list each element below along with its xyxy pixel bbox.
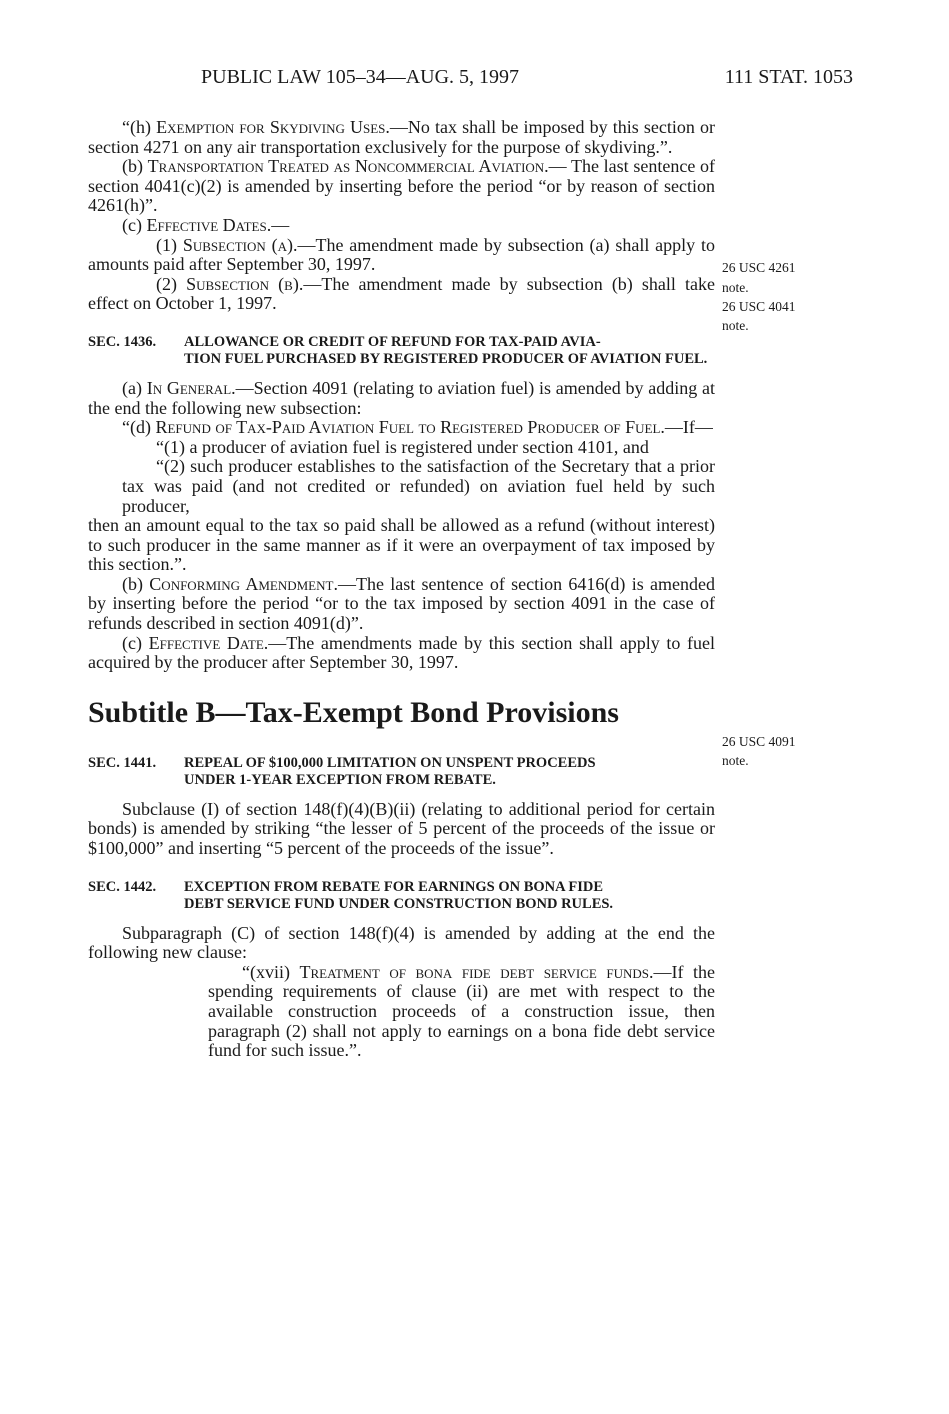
margin-note-4261-note: note.	[722, 280, 749, 295]
page-body	[88, 118, 715, 1061]
law-citation: PUBLIC LAW 105–34—AUG. 5, 1997	[201, 66, 520, 88]
subsection-d2: “(2) such producer establishes to the satisfaction of the Secretary that a prior tax was paid (and not credited or refunded) on aviation fuel held by such producer,	[122, 456, 715, 516]
subsection-d-closing: then an amount equal to the tax so paid shall be allowed as a refund (without interest) to such producer in the same manner as if it were an overpayment of tax imposed by this section.”.	[88, 515, 715, 575]
subsection-d1: “(1) a producer of aviation fuel is registered under section 4101, and	[156, 436, 649, 457]
section-1436-heading: SEC. 1436. ALLOWANCE OR CREDIT OF REFUND FOR TAX-PAID AVIA- TION FUEL PURCHASED BY REGISTERED PRODUCER OF AVIATION FUEL.	[88, 333, 708, 367]
margin-note-4041: 26 USC 4041	[722, 299, 796, 314]
section-1442-heading: SEC. 1442. EXCEPTION FROM REBATE FOR EARNINGS ON BONA FIDE DEBT SERVICE FUND UNDER CONSTRUCTION BOND RULES.	[88, 878, 614, 912]
subsection-d-paragraph: “(d) Refund of Tax-Paid Aviation Fuel to Registered Producer of Fuel.—If—	[122, 417, 713, 438]
section-1436-c: (c) Effective Date.—The amendments made by this section shall apply to fuel acquired by the producer after September 30, 1997.	[88, 632, 715, 673]
statute-page-number: 111 STAT. 1053	[724, 66, 853, 88]
clause-xvii: “(xvii) Treatment of bona fide debt service funds.—If the spending requirements of clause (ii) are met with respect to the available construction proceeds of a construction issue, then paragraph (2) shall not apply to earnings on a bona fide debt service fund for such issue.”.	[208, 961, 715, 1061]
subsection-c-paragraph: (c) Effective Dates.—	[122, 214, 290, 235]
subsection-h-paragraph: “(h) Exemption for Skydiving Uses.—No tax shall be imposed by this section or section 4271 on any air transportation exclusively for the purpose of skydiving.”.	[88, 117, 715, 157]
section-1441-heading: SEC. 1441. REPEAL OF $100,000 LIMITATION ON UNSPENT PROCEEDS UNDER 1-YEAR EXCEPTION FROM REBATE.	[88, 754, 596, 788]
margin-note-4091: 26 USC 4091	[722, 734, 796, 749]
margin-note-4261: 26 USC 4261	[722, 260, 796, 275]
section-1442-text: Subparagraph (C) of section 148(f)(4) is amended by adding at the end the following new clause:	[88, 922, 715, 963]
margin-note-4091-note: note.	[722, 753, 749, 768]
paragraph-c1: (1) Subsection (a).—The amendment made by subsection (a) shall apply to amounts paid after September 30, 1997.	[88, 234, 716, 275]
subsection-b-paragraph: (b) Transportation Treated as Noncommercial Aviation.— The last sentence of section 4041(c)(2) is amended by inserting before the period “or by reason of section 4261(h)”.	[88, 156, 715, 216]
page-header	[201, 66, 853, 92]
margin-note-4041-note: note.	[722, 318, 749, 333]
section-1436-b: (b) Conforming Amendment.—The last sentence of section 6416(d) is amended by inserting before the period “or to the tax imposed by section 4091 in the case of refunds described in section 4091(d)”.	[88, 573, 715, 634]
section-1441-text: Subclause (I) of section 148(f)(4)(B)(ii) (relating to additional period for certain bonds) is amended by striking “the lesser of 5 percent of the proceeds of the issue or $100,000” and inserting “5 percent of the proceeds of the issue”.	[88, 798, 715, 859]
paragraph-c2: (2) Subsection (b).—The amendment made by subsection (b) shall take effect on October 1, 1997.	[88, 273, 715, 314]
subtitle-heading: Subtitle B—Tax-Exempt Bond Provisions	[88, 695, 619, 729]
section-1436-a: (a) In General.—Section 4091 (relating to aviation fuel) is amended by adding at the end the following new subsection:	[88, 377, 715, 418]
